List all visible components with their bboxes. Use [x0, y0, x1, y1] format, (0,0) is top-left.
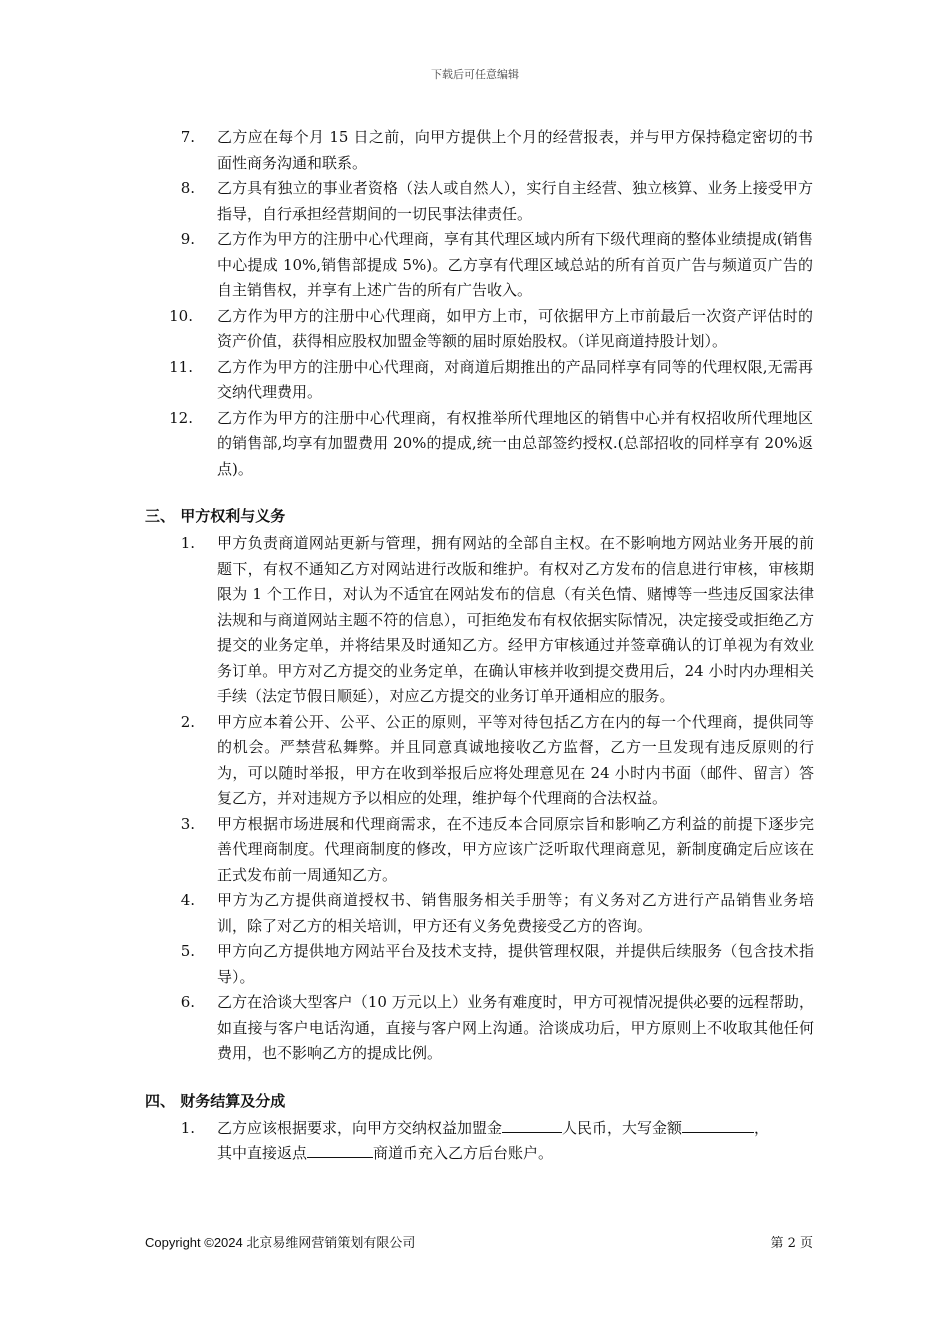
- list-item-number: 1.: [180, 1118, 195, 1137]
- list-item-text: 甲方应本着公开、公平、公正的原则，平等对待包括乙方在内的每一个代理商，提供同等的机会。严禁营私舞弊。并且同意真诚地接收乙方监督，乙方一旦发现有违反原则的行为，可以随时举报，甲方在收到举报后应将处理意见在 24 小时内书面（邮件、留言）答复乙方，并对违规方予以相应的处理，维护每个代理商的合法权益。: [217, 712, 814, 807]
- list-item-text: 乙方应在每个月 15 日之前，向甲方提供上个月的经营报表，并与甲方保持稳定密切的书面性商务沟通和联系。: [217, 128, 813, 172]
- list-item-number: 6.: [180, 993, 195, 1011]
- page-number: 第 2 页: [770, 1236, 813, 1251]
- list-item-number: 8.: [180, 179, 195, 197]
- list-item-number: 10.: [169, 306, 193, 325]
- list-item-text: 乙方在洽谈大型客户（10 万元以上）业务有难度时，甲方可视情况提供必要的远程帮助，如直接与客户电话沟通，直接与客户网上沟通。洽谈成功后，甲方原则上不收取其他任何费用，也不影响乙方的提成比例。: [217, 993, 814, 1062]
- text-fragment: ，: [754, 1118, 770, 1137]
- text-fragment: 人民币，大写金额: [562, 1118, 683, 1137]
- document-body: [0, 125, 950, 1167]
- list-item-text: [217, 1116, 814, 1167]
- list-item-number: 7.: [180, 128, 195, 146]
- section-4-heading: 四、 财务结算及分成: [145, 1091, 286, 1110]
- list-item-number: 3.: [180, 814, 195, 833]
- list-item: [0, 176, 950, 227]
- list-item: [0, 304, 950, 355]
- list-item: [0, 227, 950, 304]
- list-item-text: 乙方作为甲方的注册中心代理商，对商道后期推出的产品同样享有同等的代理权限,无需再交纳代理费用。: [217, 357, 813, 401]
- list-item: [0, 710, 950, 812]
- list-item: [0, 125, 950, 176]
- list-item-text: 乙方作为甲方的注册中心代理商，享有其代理区域内所有下级代理商的整体业绩提成(销售中心提成 10%,销售部提成 5%)。乙方享有代理区域总站的所有首页广告与频道页广告的自主销售权，并享有上述广告的所有广告收入。: [217, 230, 813, 299]
- list-item-text: 甲方为乙方提供商道授权书、销售服务相关手册等；有义务对乙方进行产品销售业务培训，除了对乙方的相关培训，甲方还有义务免费接受乙方的咨询。: [217, 891, 814, 935]
- blank-amount-field: [502, 1116, 562, 1133]
- text-fragment: 商道币充入乙方后台账户。: [373, 1144, 554, 1162]
- section-3-heading: 三、 甲方权利与义务: [145, 507, 286, 525]
- page-footer: [145, 1232, 813, 1251]
- list-item: [0, 812, 950, 889]
- section-b-list: [0, 125, 950, 482]
- section-3-list: [0, 531, 950, 1067]
- list-item-number: 12.: [169, 408, 193, 427]
- list-item-number: 4.: [180, 891, 195, 909]
- list-item-number: 1.: [180, 534, 195, 552]
- list-item-number: 9.: [180, 230, 195, 248]
- list-item-number: 5.: [180, 942, 195, 960]
- list-item: [0, 355, 950, 406]
- list-item-number: 2.: [180, 712, 195, 731]
- copyright-text: Copyright ©2024 北京易维网营销策划有限公司: [145, 1235, 416, 1250]
- section-4-list: [0, 1116, 950, 1167]
- page-header-note: 下载后可任意编辑: [431, 68, 519, 81]
- text-fragment: 其中直接返点: [217, 1144, 308, 1162]
- list-item: [0, 406, 950, 483]
- list-item: [0, 531, 950, 710]
- list-item-text: 甲方根据市场进展和代理商需求，在不违反本合同原宗旨和影响乙方利益的前提下逐步完善代理商制度。代理商制度的修改，甲方应该广泛听取代理商意见，新制度确定后应该在正式发布前一周通知乙方。: [217, 814, 814, 884]
- list-item-text: 甲方负责商道网站更新与管理，拥有网站的全部自主权。在不影响地方网站业务开展的前题下，有权不通知乙方对网站进行改版和维护。有权对乙方发布的信息进行审核，审核期限为 1 个工作日，对认为不适宜在网站发布的信息（有关色情、赌博等一些违反国家法律法规和与商道网站主题不符的信息），可拒绝发布有权依据实际情况，决定接受或拒绝乙方提交的业务定单，并将结果及时通知乙方。经甲方审核通过并签章确认的订单视为有效业务订单。甲方对乙方提交的业务定单，在确认审核并收到提交费用后，24 小时内办理相关手续（法定节假日顺延），对应乙方提交的业务订单开通相应的服务。: [217, 534, 814, 705]
- blank-capital-amount-field: [682, 1116, 754, 1133]
- list-item-text: 甲方向乙方提供地方网站平台及技术支持，提供管理权限，并提供后续服务（包含技术指导）。: [217, 942, 814, 986]
- list-item: [0, 888, 950, 939]
- blank-rebate-field: [307, 1141, 373, 1158]
- list-item: [0, 990, 950, 1067]
- list-item-text: 乙方具有独立的事业者资格（法人或自然人），实行自主经营、独立核算、业务上接受甲方指导，自行承担经营期间的一切民事法律责任。: [217, 179, 813, 223]
- list-item: [0, 939, 950, 990]
- list-item: [0, 1116, 950, 1167]
- list-item-text: 乙方作为甲方的注册中心代理商，有权推举所代理地区的销售中心并有权招收所代理地区的销售部,均享有加盟费用 20%的提成,统一由总部签约授权.(总部招收的同样享有 20%返点)。: [217, 408, 813, 478]
- list-item-text: 乙方作为甲方的注册中心代理商，如甲方上市，可依据甲方上市前最后一次资产评估时的资产价值，获得相应股权加盟金等额的届时原始股权。（详见商道持股计划）。: [217, 306, 813, 350]
- text-fragment: 乙方应该根据要求，向甲方交纳权益加盟金: [217, 1118, 503, 1137]
- list-item-number: 11.: [169, 357, 193, 376]
